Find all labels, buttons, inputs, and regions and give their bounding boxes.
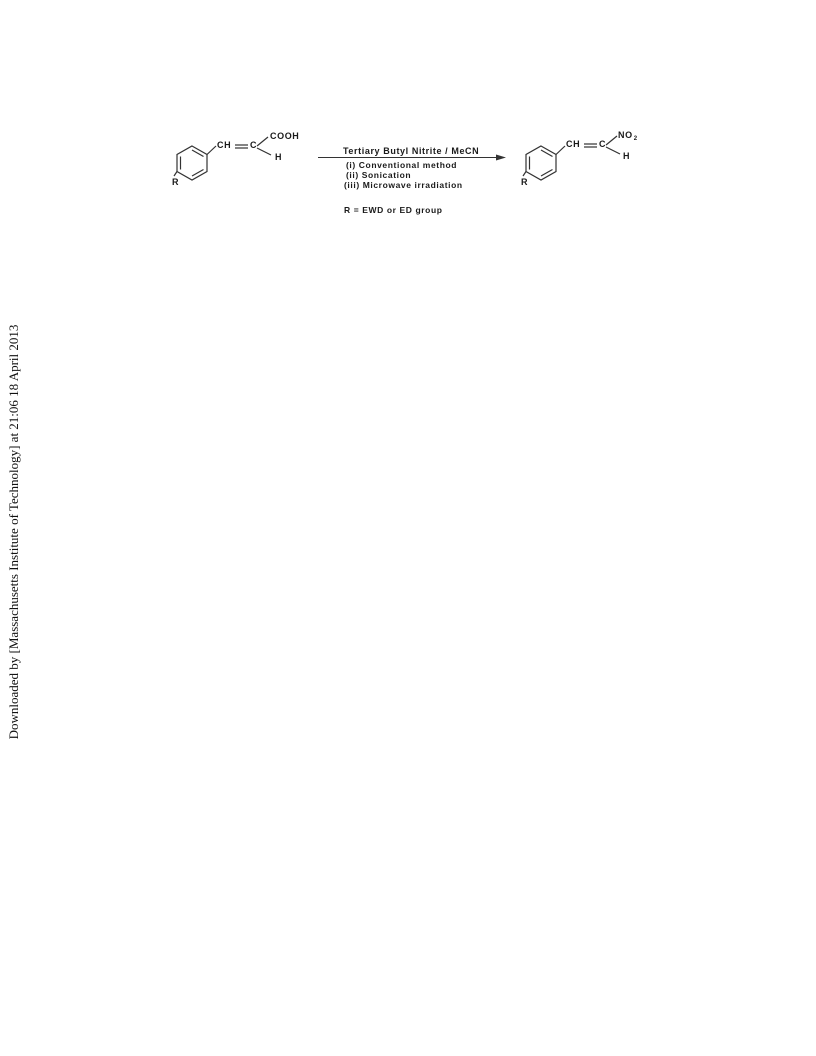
product-nitro-label — [618, 131, 638, 142]
product-c-label: C — [599, 139, 607, 149]
download-watermark — [0, 0, 28, 1056]
condition-sonication: (ii) Sonication — [346, 170, 412, 180]
reactant-h-label: H — [275, 152, 283, 162]
reagent-label: Tertiary Butyl Nitrite / MeCN — [343, 146, 480, 156]
product-benzene-ring — [526, 146, 556, 180]
r-group-note: R = EWD or ED group — [344, 205, 443, 215]
reactant-cooh-label: COOH — [270, 131, 300, 141]
product-nitro-main: NO — [618, 130, 633, 140]
reactant-c-label: C — [250, 140, 258, 150]
product-ch-label: CH — [566, 139, 581, 149]
reactant-r-label: R — [172, 177, 180, 187]
product-nitro-subscript: 2 — [633, 136, 638, 142]
condition-conventional: (i) Conventional method — [346, 160, 458, 170]
watermark-text: Downloaded by [Massachusetts Institute of Technology] at 21:06 18 April 2013 — [6, 324, 21, 740]
product-h-label: H — [623, 151, 631, 161]
product-r-label: R — [521, 177, 529, 187]
condition-microwave: (iii) Microwave irradiation — [344, 180, 463, 190]
reactant-benzene-ring — [177, 146, 207, 180]
reactant-ch-label: CH — [217, 140, 232, 150]
reaction-scheme — [150, 120, 670, 230]
